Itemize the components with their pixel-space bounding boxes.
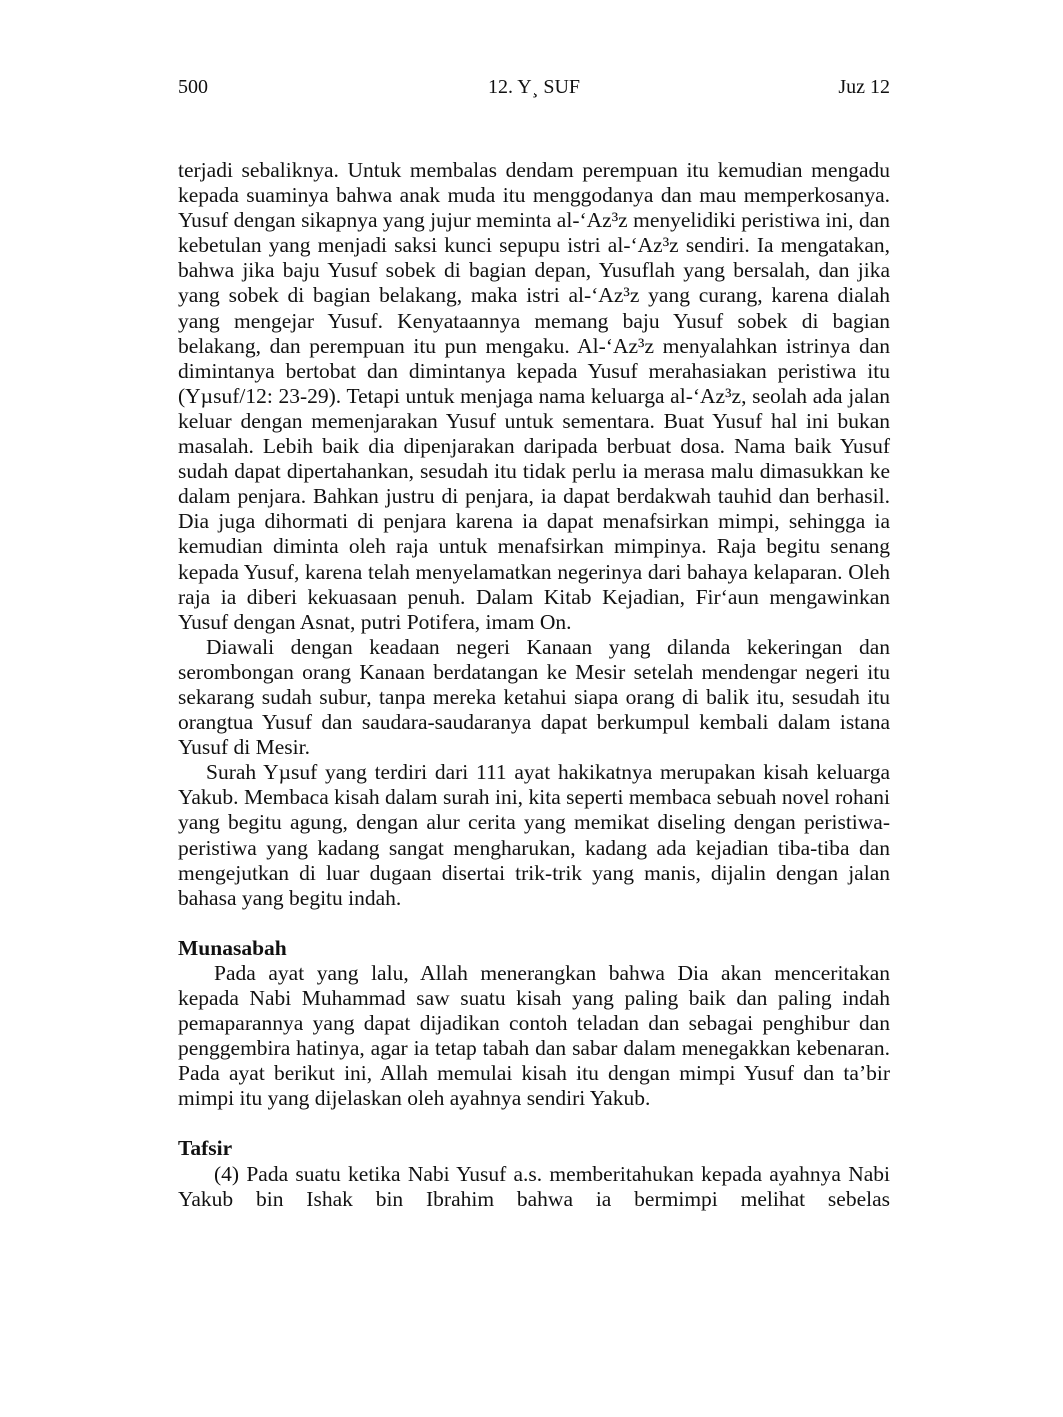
running-header	[178, 76, 890, 104]
paragraph-kanaan: Diawali dengan keadaan negeri Kanaan yang dilanda kekeringan dan serombongan orang Kanaan berdatangan ke Mesir setelah mendengar negeri itu sekarang sudah subur, tanpa mereka ketahui siapa orang di balik itu, sesudah itu orangtua Yusuf dan saudara-saudaranya dapat berkumpul kembali dalam istana Yusuf di Mesir.	[178, 634, 890, 760]
body-text	[178, 158, 890, 1212]
tafsir-paragraph: (4) Pada suatu ketika Nabi Yusuf a.s. memberitahukan kepada ayahnya Nabi Yakub bin Ishak bin Ibrahim bahwa ia bermimpi melihat sebelas	[178, 1161, 890, 1211]
munasabah-paragraph: Pada ayat yang lalu, Allah menerangkan bahwa Dia akan menceritakan kepada Nabi Muhammad saw suatu kisah yang paling baik dan paling indah pemaparannya yang dapat dijadikan contoh teladan dan sebagai penghibur dan penggembira hatinya, agar ia tetap tabah dan sabar dalam menegakkan kebenaran. Pada ayat berikut ini, Allah memulai kisah itu dengan mimpi Yusuf dan ta’bir mimpi itu yang dijelaskan oleh ayahnya sendiri Yakub.	[178, 960, 890, 1111]
section-gap	[178, 911, 890, 936]
page-number: 500	[178, 76, 208, 98]
section-gap	[178, 1111, 890, 1136]
juz-label: Juz 12	[838, 76, 890, 98]
paragraph-surah-yusuf: Surah Yµsuf yang terdiri dari 111 ayat hakikatnya merupakan kisah keluarga Yakub. Membaca kisah dalam surah ini, kita seperti membaca sebuah novel rohani yang begitu agung, dengan alur cerita yang memikat diseling dengan peristiwa-peristiwa yang kadang sangat mengharukan, kadang ada kejadian tiba-tiba dan mengejutkan di luar dugaan disertai trik-trik yang manis, dijalin dengan jalan bahasa yang begitu indah.	[178, 760, 890, 910]
munasabah-heading: Munasabah	[178, 935, 287, 960]
chapter-title: 12. Y¸ SUF	[487, 76, 581, 98]
paragraph-continuation: terjadi sebaliknya. Untuk membalas dendam perempuan itu kemudian mengadu kepada suaminya bahwa anak muda itu menggodanya dan mau memperkosanya. Yusuf dengan sikapnya yang jujur meminta al-‘Az³z menyelidiki peristiwa ini, dan kebetulan yang menjadi saksi kunci sepupu istri al-‘Az³z sendiri. Ia mengatakan, bahwa jika baju Yusuf sobek di bagian depan, Yusuflah yang bersalah, dan jika yang sobek di bagian belakang, maka istri al-‘Az³z yang curang, karena dialah yang mengejar Yusuf. Kenyataannya memang baju Yusuf sobek di bagian belakang, dan perempuan itu pun mengaku. Al-‘Az³z menyalahkan istrinya dan dimintanya bertobat dan dimintanya kepada Yusuf merahasiakan peristiwa itu (Yµsuf/12: 23-29). Tetapi untuk menjaga nama keluarga al-‘Az³z, seolah ada jalan keluar dengan memenjarakan Yusuf untuk sementara. Buat Yusuf hal ini bukan masalah. Lebih baik dia dipenjarakan daripada berbuat dosa. Nama baik Yusuf sudah dapat dipertahankan, sesudah itu tidak perlu ia merasa malu dimasukkan ke dalam penjara. Bahkan justru di penjara, ia dapat berdakwah tauhid dan berhasil. Dia juga dihormati di penjara karena ia dapat menafsirkan mimpi, sehingga ia kemudian diminta oleh raja untuk menafsirkan mimpinya. Raja begitu senang kepada Yusuf, karena telah menyelamatkan negerinya dari bahaya kelaparan. Oleh raja ia diberi kekuasaan penuh. Dalam Kitab Kejadian, Fir‘aun mengawinkan Yusuf dengan Asnat, putri Potifera, imam On.	[178, 158, 890, 634]
tafsir-heading: Tafsir	[178, 1136, 233, 1161]
